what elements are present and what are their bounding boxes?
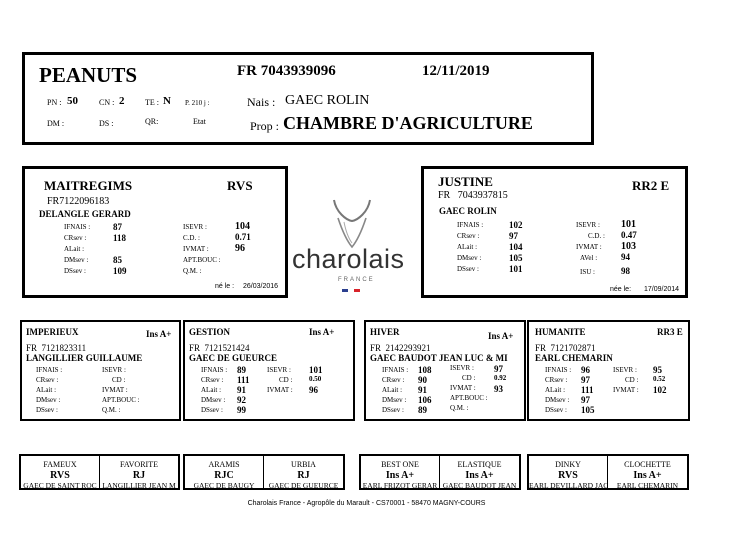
ggp-code: RJ (132, 470, 146, 481)
gp-isevr-label: ISEVR : (450, 364, 474, 372)
gp-alait-value: 91 (237, 385, 246, 395)
dam-ifnais-label: IFNAIS : (457, 221, 484, 229)
gp-isevr-value: 97 (494, 364, 503, 374)
sire-breeder: DELANGLE GERARD (39, 209, 131, 219)
ggp-breeder: EARL DEVILLARD JAC (529, 481, 609, 490)
sire-alait-label: ALait : (64, 245, 85, 253)
te-label: TE : (145, 98, 159, 107)
gp-alait-value: 111 (581, 385, 594, 395)
gp-ifnais-label: IFNAIS : (382, 366, 409, 374)
dam-name: JUSTINE (438, 174, 493, 189)
french-flag-icon (342, 289, 360, 292)
dam-cd-value: 0.47 (621, 230, 637, 240)
sire-cd-value: 0.71 (235, 232, 251, 242)
sire-born-date: 26/03/2016 (243, 283, 279, 290)
gp-code: RR3 E (657, 327, 683, 337)
gp-dssev-label: DSsev : (382, 406, 404, 414)
ggp-cell-fameux (21, 456, 99, 488)
animal-header-box (22, 52, 594, 145)
gp-id: FR 2142293921 (370, 343, 431, 353)
gp-isevr-label: ISEVR : (613, 366, 637, 374)
nais-label: Nais : (247, 95, 276, 109)
sire-box (22, 166, 288, 298)
gp-dmsev-label: DMsev : (545, 396, 570, 404)
gp-alait-label: ALait : (545, 386, 566, 394)
gp-breeder: LANGILLIER GUILLAUME (26, 353, 143, 363)
gp-ifnais-value: 89 (237, 365, 246, 375)
gp-ivmat-label: IVMAT : (613, 386, 639, 394)
gp-isevr-label: ISEVR : (102, 366, 126, 374)
sire-qm-value (235, 265, 251, 276)
dam-avel-value: 94 (621, 252, 630, 262)
dam-isevr-value: 101 (621, 219, 636, 230)
sire-id: FR7122096183 (47, 196, 110, 207)
gp-dmsev-label: DMsev : (201, 396, 226, 404)
gp-cd-label: CD : (112, 376, 126, 384)
gp-crsev-value: 111 (237, 375, 250, 385)
grandparent-box-gestion (183, 320, 355, 421)
sire-ifnais-value: 87 (113, 222, 122, 232)
gp-breeder: GAEC BAUDOT JEAN LUC & MI (370, 353, 508, 363)
gp-dssev-label: DSsev : (201, 406, 223, 414)
dam-crsev-value: 97 (509, 231, 518, 241)
ggp-name: CLOCHETTE (624, 460, 671, 469)
ggp-breeder: GAEC DE GUEURCE (268, 481, 339, 490)
sire-isevr-value: 104 (235, 221, 250, 232)
ggp-cell-aramis (185, 456, 263, 488)
grandparent-box-imperieux (20, 320, 181, 421)
gp-ivmat-label: IVMAT : (102, 386, 128, 394)
sire-crsev-label: CRsev : (64, 234, 87, 242)
gp-name: HIVER (370, 327, 400, 337)
gp-breeder: EARL CHEMARIN (535, 353, 613, 363)
p210-label: P. 210 j : (185, 99, 210, 107)
grandparent-box-humanite (527, 320, 690, 421)
dam-dssev-label: DSsev : (457, 265, 479, 273)
great-grandparents-group-1 (19, 454, 180, 490)
gp-name: HUMANITE (535, 327, 586, 337)
gp-isevr-value: 95 (653, 365, 662, 375)
dam-code: RR2 E (632, 178, 670, 193)
dam-born-label: née le: (610, 286, 632, 293)
ggp-cell-urbia (264, 456, 343, 488)
sire-alait-value (113, 244, 127, 255)
dam-breeder: GAEC ROLIN (439, 206, 497, 216)
dam-ivmat-label: IVMAT : (576, 243, 602, 251)
great-grandparents-group-2 (183, 454, 345, 490)
gp-dmsev-value: 106 (418, 395, 432, 405)
gp-dmsev-value: 97 (581, 395, 590, 405)
gp-dssev-label: DSsev : (36, 406, 58, 414)
gp-cd-label: CD : (625, 376, 639, 384)
sire-isevr-label: ISEVR : (183, 223, 207, 231)
dam-dmsev-label: DMsev : (457, 254, 482, 262)
sire-crsev-value: 118 (113, 233, 127, 243)
ggp-code: RVS (50, 470, 70, 481)
sire-code: RVS (227, 178, 253, 193)
cn-label: CN : (99, 98, 115, 107)
gp-dmsev-label: DMsev : (382, 396, 407, 404)
gp-crsev-label: CRsev : (545, 376, 568, 384)
gp-isevr-label: ISEVR : (267, 366, 291, 374)
animal-id: FR 7043939096 (237, 63, 336, 79)
footer-address: Charolais France - Agropôle du Marault - CS70001 - 58470 MAGNY-COURS (247, 500, 486, 507)
gp-qm-label: Q.M. : (102, 406, 121, 414)
ggp-code: Ins A+ (633, 470, 662, 481)
dam-id: FR 7043937815 (438, 190, 508, 201)
gp-alait-label: ALait : (382, 386, 403, 394)
nais-value: GAEC ROLIN (285, 93, 370, 108)
ggp-name: URBIA (291, 460, 316, 469)
gp-ifnais-label: IFNAIS : (36, 366, 63, 374)
dam-alait-value: 104 (509, 242, 523, 252)
ggp-name: FAVORITE (120, 460, 158, 469)
sire-dmsev-value: 85 (113, 255, 122, 265)
dam-isu-label: ISU : (580, 268, 595, 276)
gp-alait-value: 91 (418, 385, 427, 395)
gp-code: Ins A+ (309, 327, 335, 337)
ggp-cell-best-one (361, 456, 439, 488)
logo-text: charolais (292, 244, 405, 274)
report-date: 12/11/2019 (422, 63, 490, 79)
gp-cd-value: 0.92 (494, 374, 507, 382)
dm-label: DM : (47, 119, 65, 128)
gp-cd-label: CD : (462, 374, 476, 382)
dam-box (421, 166, 688, 298)
gp-cd-value: 0.50 (309, 375, 322, 383)
gp-id: FR 7121521424 (189, 343, 250, 353)
dam-crsev-label: CRsev : (457, 232, 480, 240)
grandparent-box-hiver (364, 320, 526, 421)
gp-name: IMPERIEUX (26, 327, 79, 337)
gp-alait-label: ALait : (36, 386, 57, 394)
pn-label: PN : (47, 98, 62, 107)
sire-ivmat-label: IVMAT : (183, 245, 209, 253)
ggp-cell-dinky (529, 456, 607, 488)
sire-aptbouc-label: APT.BOUC : (183, 256, 221, 264)
sire-cd-label: C.D. : (183, 234, 200, 242)
gp-ifnais-label: IFNAIS : (201, 366, 228, 374)
gp-ivmat-value: 96 (309, 385, 318, 395)
gp-code: Ins A+ (488, 331, 514, 341)
sire-qm-label: Q.M. : (183, 267, 202, 275)
ggp-name: DINKY (555, 460, 581, 469)
gp-ifnais-value: 108 (418, 365, 432, 375)
gp-ivmat-value: 93 (494, 384, 503, 394)
gp-crsev-label: CRsev : (201, 376, 224, 384)
ggp-code: RJC (214, 470, 234, 481)
gp-cd-value: 0.52 (653, 375, 666, 383)
gp-ivmat-value: 102 (653, 385, 667, 395)
gp-crsev-value: 97 (581, 375, 590, 385)
gp-dssev-label: DSsev : (545, 406, 567, 414)
charolais-logo (290, 194, 415, 294)
dam-alait-label: ALait : (457, 243, 478, 251)
great-grandparents-group-4 (527, 454, 689, 490)
ggp-breeder: GAEC DE BAUGY (193, 481, 255, 490)
dam-avel-label: AVel : (580, 254, 598, 262)
gp-aptbouc-label: APT.BOUC : (450, 394, 488, 402)
dam-isu-value: 98 (621, 266, 630, 276)
gp-code: Ins A+ (146, 329, 172, 339)
ggp-name: ELASTIQUE (457, 460, 502, 469)
sire-dmsev-label: DMsev : (64, 256, 89, 264)
ggp-breeder: EARL CHEMARIN (616, 481, 679, 490)
pn-value: 50 (67, 95, 78, 107)
dam-cd-label: C.D. : (588, 232, 605, 240)
gp-qm-label: Q.M. : (450, 404, 469, 412)
dam-born-date: 17/09/2014 (644, 286, 680, 293)
ggp-cell-elastique (440, 456, 519, 488)
qr-label: QR: (145, 117, 159, 126)
gp-breeder: GAEC DE GUEURCE (189, 353, 278, 363)
gp-dmsev-value: 92 (237, 395, 246, 405)
gp-ifnais-label: IFNAIS : (545, 366, 572, 374)
sire-ivmat-value: 96 (235, 243, 245, 254)
ggp-code: Ins A+ (465, 470, 494, 481)
dam-dmsev-value: 105 (509, 253, 523, 263)
gp-crsev-label: CRsev : (36, 376, 59, 384)
gp-alait-label: ALait : (201, 386, 222, 394)
ggp-name: ARAMIS (208, 460, 240, 469)
dam-isevr-label: ISEVR : (576, 221, 600, 229)
gp-dmsev-label: DMsev : (36, 396, 61, 404)
gp-isevr-value: 101 (309, 365, 323, 375)
logo-subtext: FRANCE (338, 277, 375, 283)
ggp-name: FAMEUX (43, 460, 77, 469)
ggp-code: RJ (297, 470, 310, 481)
sire-dssev-label: DSsev : (64, 267, 86, 275)
ggp-breeder: GAEC BAUDOT JEAN (442, 481, 517, 490)
ggp-breeder: GAEC DE SAINT ROC (23, 481, 97, 490)
ggp-breeder: LANGILLIER JEAN M (102, 481, 176, 490)
cn-value: 2 (119, 95, 125, 107)
gp-dssev-value: 99 (237, 405, 246, 415)
great-grandparents-group-3 (359, 454, 521, 490)
gp-crsev-label: CRsev : (382, 376, 405, 384)
gp-ivmat-label: IVMAT : (267, 386, 293, 394)
gp-crsev-value: 90 (418, 375, 427, 385)
gp-ivmat-label: IVMAT : (450, 384, 476, 392)
ggp-code: Ins A+ (385, 470, 415, 481)
gp-cd-label: CD : (279, 376, 293, 384)
gp-dssev-value: 89 (418, 405, 427, 415)
gp-id: FR 7121702871 (535, 343, 596, 353)
prop-value: CHAMBRE D'AGRICULTURE (283, 113, 533, 133)
ggp-breeder: EARL FRIZOT GERAR (362, 481, 438, 490)
gp-name: GESTION (189, 327, 231, 337)
gp-id: FR 7121823311 (26, 343, 87, 353)
ggp-cell-favorite (100, 456, 178, 488)
ggp-name: BEST ONE (381, 460, 419, 469)
sire-ifnais-label: IFNAIS : (64, 223, 91, 231)
te-value: N (163, 95, 171, 107)
ggp-cell-clochette (608, 456, 687, 488)
ggp-code: RVS (558, 470, 578, 481)
bull-head-icon (290, 194, 415, 249)
animal-name: PEANUTS (39, 63, 138, 87)
sire-name: MAITREGIMS (44, 178, 133, 193)
prop-label: Prop : (250, 119, 280, 133)
gp-ifnais-value: 96 (581, 365, 590, 375)
sire-born-label: né le : (215, 283, 235, 290)
dam-ivmat-value: 103 (621, 241, 636, 252)
sire-aptbouc-value (235, 254, 251, 265)
sire-dssev-value: 109 (113, 266, 127, 276)
etat-label: Etat (193, 117, 206, 126)
gp-aptbouc-label: APT.BOUC : (102, 396, 140, 404)
gp-dssev-value: 105 (581, 405, 595, 415)
dam-ifnais-value: 102 (509, 220, 523, 230)
dam-dssev-value: 101 (509, 264, 523, 274)
ds-label: DS : (99, 119, 114, 128)
